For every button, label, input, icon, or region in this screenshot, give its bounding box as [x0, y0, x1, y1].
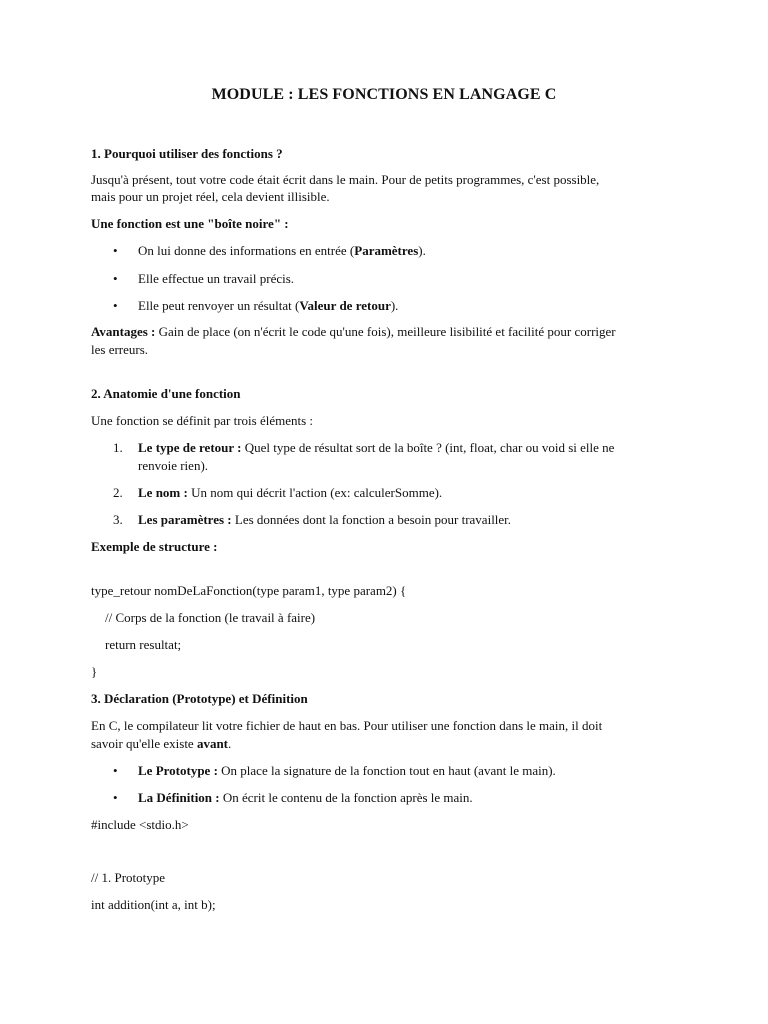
advantages-line-2: les erreurs.	[91, 342, 149, 357]
bullet-icon: •	[113, 271, 118, 286]
code-line: // Corps de la fonction (le travail à faire)	[105, 610, 316, 625]
item-number: 3.	[113, 512, 123, 527]
section-3-intro-line-2: savoir qu'elle existe avant.	[91, 736, 232, 751]
code-line: int addition(int a, int b);	[91, 897, 216, 912]
item-number: 2.	[113, 485, 123, 500]
section-3-intro-line-1: En C, le compilateur lit votre fichier de haut en bas. Pour utiliser une fonction dans le main, il doit	[91, 718, 603, 733]
code-line: #include <stdio.h>	[91, 817, 189, 832]
section-1-heading: 1. Pourquoi utiliser des fonctions ?	[91, 146, 283, 161]
bullet-icon: •	[113, 243, 118, 258]
bullet-icon: •	[113, 763, 118, 778]
advantages-label: Avantages :	[91, 324, 156, 339]
section-1-intro-line-2: mais pour un projet réel, cela devient illisible.	[91, 189, 330, 204]
bullet-text: Elle peut renvoyer un résultat (Valeur de retour).	[138, 298, 399, 313]
code-line: // 1. Prototype	[91, 870, 166, 885]
section-2-heading: 2. Anatomie d'une fonction	[91, 386, 241, 401]
document-page: MODULE : LES FONCTIONS EN LANGAGE C 1. Pourquoi utiliser des fonctions ? Jusqu'à présent, tout votre code était écrit dans le main. Pour de petits programmes, c'est possible, mais pour un projet réel, cela devient illisible. Une fonction est une "boîte noire" : • On lui donne des informations en entrée (Paramètres). • Elle effectue un travail précis. • Elle peut renvoyer un résultat (Valeur de retour). Avantages : Gain de place (on n'écrit le code qu'une fois), meilleure lisibilité et facilité pour corriger les erreurs. 2. Anatomie d'une fonction Une fonction se définit par trois éléments : 1. Le type de retour : Quel type de résultat sort de la boîte ? (int, float, char ou void si elle ne renvoie rien). 2. Le nom : Un nom qui décrit l'action (ex: calculerSomme). 3. Les paramètres : Les données dont la fonction a besoin pour travailler. Exemple de structure : type_retour nomDeLaFonction(type param1, type param2) { // Corps de la fonction (le travail à faire) return resultat; } 3. Déclaration (Prototype) et Définition En C, le compilateur lit votre fichier de haut en bas. Pour utiliser une fonction dans le main, il doit savoir qu'elle existe avant. • Le Prototype : On place la signature de la fonction tout en haut (avant le main). • La Définition : On écrit le contenu de la fonction après le main. #include <stdio.h> // 1. Prototype int addition(int a, int b);	[0, 0, 768, 1024]
item-number: 1.	[113, 440, 123, 455]
bullet-icon: •	[113, 790, 118, 805]
bullet-icon: •	[113, 298, 118, 313]
page-title: MODULE : LES FONCTIONS EN LANGAGE C	[211, 86, 557, 103]
bullet-text: Elle effectue un travail précis.	[138, 271, 295, 286]
advantages-line-1: Avantages : Gain de place (on n'écrit le code qu'une fois), meilleure lisibilité et facilité pour corriger	[91, 324, 616, 339]
blackbox-heading: Une fonction est une "boîte noire" :	[91, 216, 289, 231]
example-heading: Exemple de structure :	[91, 539, 218, 554]
bullet-text: On lui donne des informations en entrée (Paramètres).	[138, 243, 426, 258]
section-2-intro: Une fonction se définit par trois éléments :	[91, 413, 314, 428]
section-1-intro-line-1: Jusqu'à présent, tout votre code était écrit dans le main. Pour de petits programmes, c'est possible,	[91, 172, 600, 187]
code-line: }	[91, 664, 98, 679]
code-line: return resultat;	[105, 637, 182, 652]
section-3-heading: 3. Déclaration (Prototype) et Définition	[91, 691, 308, 706]
code-line: type_retour nomDeLaFonction(type param1, type param2) {	[91, 583, 407, 598]
